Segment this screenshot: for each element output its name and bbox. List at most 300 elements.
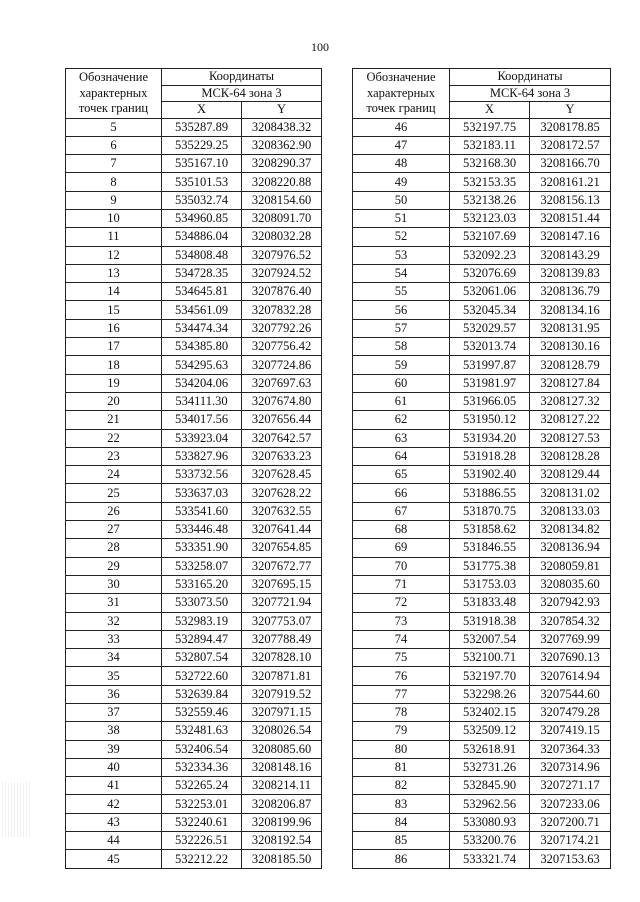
- y-coordinate-cell: 3207942.93: [530, 594, 611, 612]
- point-number-cell: 20: [66, 392, 162, 410]
- y-coordinate-cell: 3207654.85: [242, 539, 322, 557]
- table-body-left: [66, 118, 322, 868]
- x-coordinate-cell: 531775.38: [450, 557, 530, 575]
- table-row: [353, 356, 611, 374]
- table-row: [66, 777, 322, 795]
- point-number-cell: 21: [66, 411, 162, 429]
- y-coordinate-cell: 3208131.95: [530, 319, 611, 337]
- point-number-cell: 85: [353, 832, 450, 850]
- y-coordinate-cell: 3207674.80: [242, 392, 322, 410]
- y-coordinate-cell: 3208290.37: [242, 155, 322, 173]
- table-row: [353, 392, 611, 410]
- point-number-cell: 74: [353, 630, 450, 648]
- table-row: [353, 850, 611, 868]
- table-row: [353, 319, 611, 337]
- table-row: [66, 392, 322, 410]
- point-number-cell: 71: [353, 575, 450, 593]
- point-number-cell: 34: [66, 649, 162, 667]
- table-row: [66, 740, 322, 758]
- table-row: [66, 155, 322, 173]
- y-coordinate-cell: 3208166.70: [530, 155, 611, 173]
- table-row: [66, 356, 322, 374]
- table-row: [353, 191, 611, 209]
- y-coordinate-cell: 3207271.17: [530, 777, 611, 795]
- coordinates-table-left: [65, 68, 322, 869]
- point-number-cell: 54: [353, 264, 450, 282]
- y-coordinate-cell: 3207871.81: [242, 667, 322, 685]
- x-coordinate-cell: 532240.61: [162, 813, 242, 831]
- y-coordinate-cell: 3208134.16: [530, 301, 611, 319]
- x-coordinate-cell: 532197.75: [450, 118, 530, 136]
- table-row: [66, 594, 322, 612]
- x-coordinate-cell: 531870.75: [450, 502, 530, 520]
- x-coordinate-cell: 533165.20: [162, 575, 242, 593]
- y-coordinate-cell: 3208136.94: [530, 539, 611, 557]
- table-row: [353, 447, 611, 465]
- y-coordinate-cell: 3207756.42: [242, 338, 322, 356]
- header-point-label: [66, 69, 162, 119]
- table-row: [353, 795, 611, 813]
- x-coordinate-cell: 534960.85: [162, 209, 242, 227]
- y-coordinate-cell: 3207200.71: [530, 813, 611, 831]
- point-number-cell: 10: [66, 209, 162, 227]
- point-number-cell: 25: [66, 484, 162, 502]
- x-coordinate-cell: 532722.60: [162, 667, 242, 685]
- header-coords-label: [162, 69, 322, 86]
- point-number-cell: 5: [66, 118, 162, 136]
- x-coordinate-cell: 531858.62: [450, 521, 530, 539]
- point-number-cell: 72: [353, 594, 450, 612]
- coordinates-table-right: [352, 68, 611, 869]
- y-coordinate-cell: 3208127.32: [530, 392, 611, 410]
- point-number-cell: 14: [66, 283, 162, 301]
- table-row: [353, 557, 611, 575]
- point-number-cell: 24: [66, 466, 162, 484]
- point-number-cell: 19: [66, 374, 162, 392]
- y-coordinate-cell: 3208085.60: [242, 740, 322, 758]
- y-coordinate-cell: 3207642.57: [242, 429, 322, 447]
- x-coordinate-cell: 535287.89: [162, 118, 242, 136]
- table-row: [66, 374, 322, 392]
- x-coordinate-cell: 534561.09: [162, 301, 242, 319]
- y-coordinate-cell: 3207792.26: [242, 319, 322, 337]
- y-coordinate-cell: 3207971.15: [242, 704, 322, 722]
- y-coordinate-cell: 3208156.13: [530, 191, 611, 209]
- y-coordinate-cell: 3208147.16: [530, 228, 611, 246]
- x-coordinate-cell: 532226.51: [162, 832, 242, 850]
- table-row: [353, 228, 611, 246]
- y-coordinate-cell: 3208133.03: [530, 502, 611, 520]
- y-coordinate-cell: 3208192.54: [242, 832, 322, 850]
- y-coordinate-cell: 3207479.28: [530, 704, 611, 722]
- header-coords-line-1: Координаты: [497, 69, 563, 83]
- point-number-cell: 45: [66, 850, 162, 868]
- y-coordinate-cell: 3207633.23: [242, 447, 322, 465]
- y-coordinate-cell: 3208129.44: [530, 466, 611, 484]
- y-coordinate-cell: 3207628.45: [242, 466, 322, 484]
- table-row: [353, 374, 611, 392]
- y-coordinate-cell: 3207924.52: [242, 264, 322, 282]
- header-y: Y: [530, 102, 611, 119]
- header-coords-line-1: Координаты: [208, 69, 275, 83]
- table-row: [66, 338, 322, 356]
- point-number-cell: 18: [66, 356, 162, 374]
- x-coordinate-cell: 533258.07: [162, 557, 242, 575]
- point-number-cell: 16: [66, 319, 162, 337]
- point-number-cell: 75: [353, 649, 450, 667]
- y-coordinate-cell: 3207854.32: [530, 612, 611, 630]
- x-coordinate-cell: 533446.48: [162, 521, 242, 539]
- x-coordinate-cell: 534017.56: [162, 411, 242, 429]
- x-coordinate-cell: 532983.19: [162, 612, 242, 630]
- point-number-cell: 59: [353, 356, 450, 374]
- table-row: [353, 209, 611, 227]
- point-number-cell: 60: [353, 374, 450, 392]
- x-coordinate-cell: 531833.48: [450, 594, 530, 612]
- header-coords-zone: МСК-64 зона 3: [450, 85, 611, 102]
- x-coordinate-cell: 533080.93: [450, 813, 530, 831]
- point-number-cell: 9: [66, 191, 162, 209]
- point-number-cell: 41: [66, 777, 162, 795]
- x-coordinate-cell: 532481.63: [162, 722, 242, 740]
- table-row: [353, 758, 611, 776]
- point-number-cell: 48: [353, 155, 450, 173]
- table-row: [66, 264, 322, 282]
- table-row: [66, 447, 322, 465]
- y-coordinate-cell: 3207628.22: [242, 484, 322, 502]
- point-number-cell: 23: [66, 447, 162, 465]
- table-row: [66, 209, 322, 227]
- table-row: [66, 758, 322, 776]
- point-number-cell: 38: [66, 722, 162, 740]
- table-row: [66, 136, 322, 154]
- point-number-cell: 56: [353, 301, 450, 319]
- x-coordinate-cell: 531886.55: [450, 484, 530, 502]
- y-coordinate-cell: 3208143.29: [530, 246, 611, 264]
- y-coordinate-cell: 3208172.57: [530, 136, 611, 154]
- x-coordinate-cell: 531918.28: [450, 447, 530, 465]
- y-coordinate-cell: 3208127.53: [530, 429, 611, 447]
- y-coordinate-cell: 3207724.86: [242, 356, 322, 374]
- point-number-cell: 39: [66, 740, 162, 758]
- table-row: [66, 283, 322, 301]
- point-number-cell: 81: [353, 758, 450, 776]
- point-number-cell: 73: [353, 612, 450, 630]
- table-row: [353, 136, 611, 154]
- x-coordinate-cell: 533321.74: [450, 850, 530, 868]
- point-number-cell: 37: [66, 704, 162, 722]
- point-number-cell: 77: [353, 685, 450, 703]
- y-coordinate-cell: 3207174.21: [530, 832, 611, 850]
- x-coordinate-cell: 534886.04: [162, 228, 242, 246]
- table-row: [353, 575, 611, 593]
- y-coordinate-cell: 3208131.02: [530, 484, 611, 502]
- table-row: [353, 502, 611, 520]
- y-coordinate-cell: 3208178.85: [530, 118, 611, 136]
- x-coordinate-cell: 533923.04: [162, 429, 242, 447]
- point-number-cell: 64: [353, 447, 450, 465]
- point-number-cell: 65: [353, 466, 450, 484]
- y-coordinate-cell: 3208139.83: [530, 264, 611, 282]
- table-row: [353, 813, 611, 831]
- y-coordinate-cell: 3208199.96: [242, 813, 322, 831]
- table-row: [353, 521, 611, 539]
- x-coordinate-cell: 532212.22: [162, 850, 242, 868]
- point-number-cell: 12: [66, 246, 162, 264]
- point-number-cell: 6: [66, 136, 162, 154]
- x-coordinate-cell: 532731.26: [450, 758, 530, 776]
- x-coordinate-cell: 532153.35: [450, 173, 530, 191]
- y-coordinate-cell: 3208128.79: [530, 356, 611, 374]
- table-row: [353, 429, 611, 447]
- y-coordinate-cell: 3208127.22: [530, 411, 611, 429]
- x-coordinate-cell: 532123.03: [450, 209, 530, 227]
- y-coordinate-cell: 3208161.21: [530, 173, 611, 191]
- point-number-cell: 13: [66, 264, 162, 282]
- table-row: [66, 649, 322, 667]
- point-number-cell: 62: [353, 411, 450, 429]
- table-row: [66, 575, 322, 593]
- table-row: [353, 594, 611, 612]
- table-row: [353, 704, 611, 722]
- point-number-cell: 67: [353, 502, 450, 520]
- point-number-cell: 83: [353, 795, 450, 813]
- point-number-cell: 35: [66, 667, 162, 685]
- point-number-cell: 42: [66, 795, 162, 813]
- table-row: [66, 612, 322, 630]
- x-coordinate-cell: 532183.11: [450, 136, 530, 154]
- point-number-cell: 84: [353, 813, 450, 831]
- table-row: [353, 539, 611, 557]
- y-coordinate-cell: 3208438.32: [242, 118, 322, 136]
- y-coordinate-cell: 3207976.52: [242, 246, 322, 264]
- point-number-cell: 15: [66, 301, 162, 319]
- y-coordinate-cell: 3208032.28: [242, 228, 322, 246]
- x-coordinate-cell: 535167.10: [162, 155, 242, 173]
- y-coordinate-cell: 3207672.77: [242, 557, 322, 575]
- x-coordinate-cell: 532138.26: [450, 191, 530, 209]
- table-row: [353, 777, 611, 795]
- x-coordinate-cell: 532807.54: [162, 649, 242, 667]
- y-coordinate-cell: 3207788.49: [242, 630, 322, 648]
- y-coordinate-cell: 3208127.84: [530, 374, 611, 392]
- header-point-line-3: точек границ: [366, 101, 436, 115]
- point-number-cell: 80: [353, 740, 450, 758]
- header-point-line-2: характерных: [367, 85, 435, 100]
- point-number-cell: 76: [353, 667, 450, 685]
- y-coordinate-cell: 3207544.60: [530, 685, 611, 703]
- table-row: [66, 319, 322, 337]
- x-coordinate-cell: 532265.24: [162, 777, 242, 795]
- x-coordinate-cell: 532618.91: [450, 740, 530, 758]
- table-row: [66, 795, 322, 813]
- y-coordinate-cell: 3207769.99: [530, 630, 611, 648]
- x-coordinate-cell: 534808.48: [162, 246, 242, 264]
- x-coordinate-cell: 534474.34: [162, 319, 242, 337]
- y-coordinate-cell: 3207876.40: [242, 283, 322, 301]
- point-number-cell: 55: [353, 283, 450, 301]
- point-number-cell: 8: [66, 173, 162, 191]
- header-point-line-3: точек границ: [78, 101, 149, 115]
- x-coordinate-cell: 532092.23: [450, 246, 530, 264]
- table-row: [66, 832, 322, 850]
- point-number-cell: 82: [353, 777, 450, 795]
- x-coordinate-cell: 531997.87: [450, 356, 530, 374]
- x-coordinate-cell: 532845.90: [450, 777, 530, 795]
- x-coordinate-cell: 534728.35: [162, 264, 242, 282]
- x-coordinate-cell: 534645.81: [162, 283, 242, 301]
- table-row: [353, 283, 611, 301]
- y-coordinate-cell: 3208026.54: [242, 722, 322, 740]
- y-coordinate-cell: 3207656.44: [242, 411, 322, 429]
- point-number-cell: 52: [353, 228, 450, 246]
- table-row: [353, 484, 611, 502]
- x-coordinate-cell: 532013.74: [450, 338, 530, 356]
- y-coordinate-cell: 3207828.10: [242, 649, 322, 667]
- point-number-cell: 53: [353, 246, 450, 264]
- x-coordinate-cell: 531846.55: [450, 539, 530, 557]
- x-coordinate-cell: 532253.01: [162, 795, 242, 813]
- table-row: [353, 411, 611, 429]
- point-number-cell: 58: [353, 338, 450, 356]
- point-number-cell: 7: [66, 155, 162, 173]
- x-coordinate-cell: 532045.34: [450, 301, 530, 319]
- header-point-line-1: Обозначение: [78, 70, 149, 84]
- table-row: [353, 118, 611, 136]
- x-coordinate-cell: 531966.05: [450, 392, 530, 410]
- y-coordinate-cell: 3207919.52: [242, 685, 322, 703]
- y-coordinate-cell: 3208206.87: [242, 795, 322, 813]
- x-coordinate-cell: 533200.76: [450, 832, 530, 850]
- x-coordinate-cell: 532639.84: [162, 685, 242, 703]
- x-coordinate-cell: 535229.25: [162, 136, 242, 154]
- y-coordinate-cell: 3208151.44: [530, 209, 611, 227]
- table-row: [353, 338, 611, 356]
- point-number-cell: 31: [66, 594, 162, 612]
- table-row: [353, 155, 611, 173]
- table-row: [66, 502, 322, 520]
- header-point-line-1: Обозначение: [366, 70, 436, 84]
- header-coords-label: [450, 69, 611, 86]
- x-coordinate-cell: 533637.03: [162, 484, 242, 502]
- page-number: 100: [311, 40, 329, 54]
- point-number-cell: 17: [66, 338, 162, 356]
- y-coordinate-cell: 3208185.50: [242, 850, 322, 868]
- point-number-cell: 86: [353, 850, 450, 868]
- x-coordinate-cell: 531753.03: [450, 575, 530, 593]
- point-number-cell: 63: [353, 429, 450, 447]
- point-number-cell: 43: [66, 813, 162, 831]
- y-coordinate-cell: 3207419.15: [530, 722, 611, 740]
- point-number-cell: 79: [353, 722, 450, 740]
- y-coordinate-cell: 3207690.13: [530, 649, 611, 667]
- x-coordinate-cell: 532402.15: [450, 704, 530, 722]
- table-row: [353, 722, 611, 740]
- y-coordinate-cell: 3208134.82: [530, 521, 611, 539]
- point-number-cell: 22: [66, 429, 162, 447]
- header-x: X: [162, 102, 242, 119]
- table-row: [66, 246, 322, 264]
- table-row: [66, 557, 322, 575]
- table-row: [66, 429, 322, 447]
- y-coordinate-cell: 3208059.81: [530, 557, 611, 575]
- y-coordinate-cell: 3207364.33: [530, 740, 611, 758]
- y-coordinate-cell: 3207697.63: [242, 374, 322, 392]
- table-row: [353, 301, 611, 319]
- table-row: [66, 228, 322, 246]
- x-coordinate-cell: 533541.60: [162, 502, 242, 520]
- y-coordinate-cell: 3208362.90: [242, 136, 322, 154]
- table-row: [66, 813, 322, 831]
- table-row: [353, 740, 611, 758]
- point-number-cell: 44: [66, 832, 162, 850]
- table-row: [66, 722, 322, 740]
- x-coordinate-cell: 532406.54: [162, 740, 242, 758]
- x-coordinate-cell: 532197.70: [450, 667, 530, 685]
- table-row: [66, 630, 322, 648]
- x-coordinate-cell: 533351.90: [162, 539, 242, 557]
- point-number-cell: 40: [66, 758, 162, 776]
- point-number-cell: 51: [353, 209, 450, 227]
- x-coordinate-cell: 534295.63: [162, 356, 242, 374]
- x-coordinate-cell: 531902.40: [450, 466, 530, 484]
- table-row: [66, 850, 322, 868]
- x-coordinate-cell: 532029.57: [450, 319, 530, 337]
- point-number-cell: 26: [66, 502, 162, 520]
- header-coords-zone: МСК-64 зона 3: [162, 85, 322, 102]
- x-coordinate-cell: 534385.80: [162, 338, 242, 356]
- y-coordinate-cell: 3208136.79: [530, 283, 611, 301]
- y-coordinate-cell: 3207695.15: [242, 575, 322, 593]
- table-row: [66, 411, 322, 429]
- x-coordinate-cell: 534111.30: [162, 392, 242, 410]
- table-row: [66, 685, 322, 703]
- point-number-cell: 49: [353, 173, 450, 191]
- table-row: [66, 667, 322, 685]
- header-point-line-2: характерных: [79, 85, 148, 100]
- point-number-cell: 29: [66, 557, 162, 575]
- x-coordinate-cell: 532894.47: [162, 630, 242, 648]
- point-number-cell: 66: [353, 484, 450, 502]
- point-number-cell: 28: [66, 539, 162, 557]
- point-number-cell: 68: [353, 521, 450, 539]
- y-coordinate-cell: 3207233.06: [530, 795, 611, 813]
- table-row: [66, 704, 322, 722]
- table-row: [353, 667, 611, 685]
- header-x: X: [450, 102, 530, 119]
- x-coordinate-cell: 535101.53: [162, 173, 242, 191]
- x-coordinate-cell: 531981.97: [450, 374, 530, 392]
- point-number-cell: 47: [353, 136, 450, 154]
- header-point-label: [353, 69, 450, 119]
- y-coordinate-cell: 3207641.44: [242, 521, 322, 539]
- table-body-right: [353, 118, 611, 868]
- point-number-cell: 30: [66, 575, 162, 593]
- table-row: [66, 484, 322, 502]
- y-coordinate-cell: 3208220.88: [242, 173, 322, 191]
- x-coordinate-cell: 531950.12: [450, 411, 530, 429]
- point-number-cell: 36: [66, 685, 162, 703]
- x-coordinate-cell: 534204.06: [162, 374, 242, 392]
- point-number-cell: 32: [66, 612, 162, 630]
- y-coordinate-cell: 3207721.94: [242, 594, 322, 612]
- table-row: [66, 173, 322, 191]
- scan-artifact: [2, 782, 30, 837]
- table-row: [353, 685, 611, 703]
- y-coordinate-cell: 3207832.28: [242, 301, 322, 319]
- y-coordinate-cell: 3207753.07: [242, 612, 322, 630]
- x-coordinate-cell: 532007.54: [450, 630, 530, 648]
